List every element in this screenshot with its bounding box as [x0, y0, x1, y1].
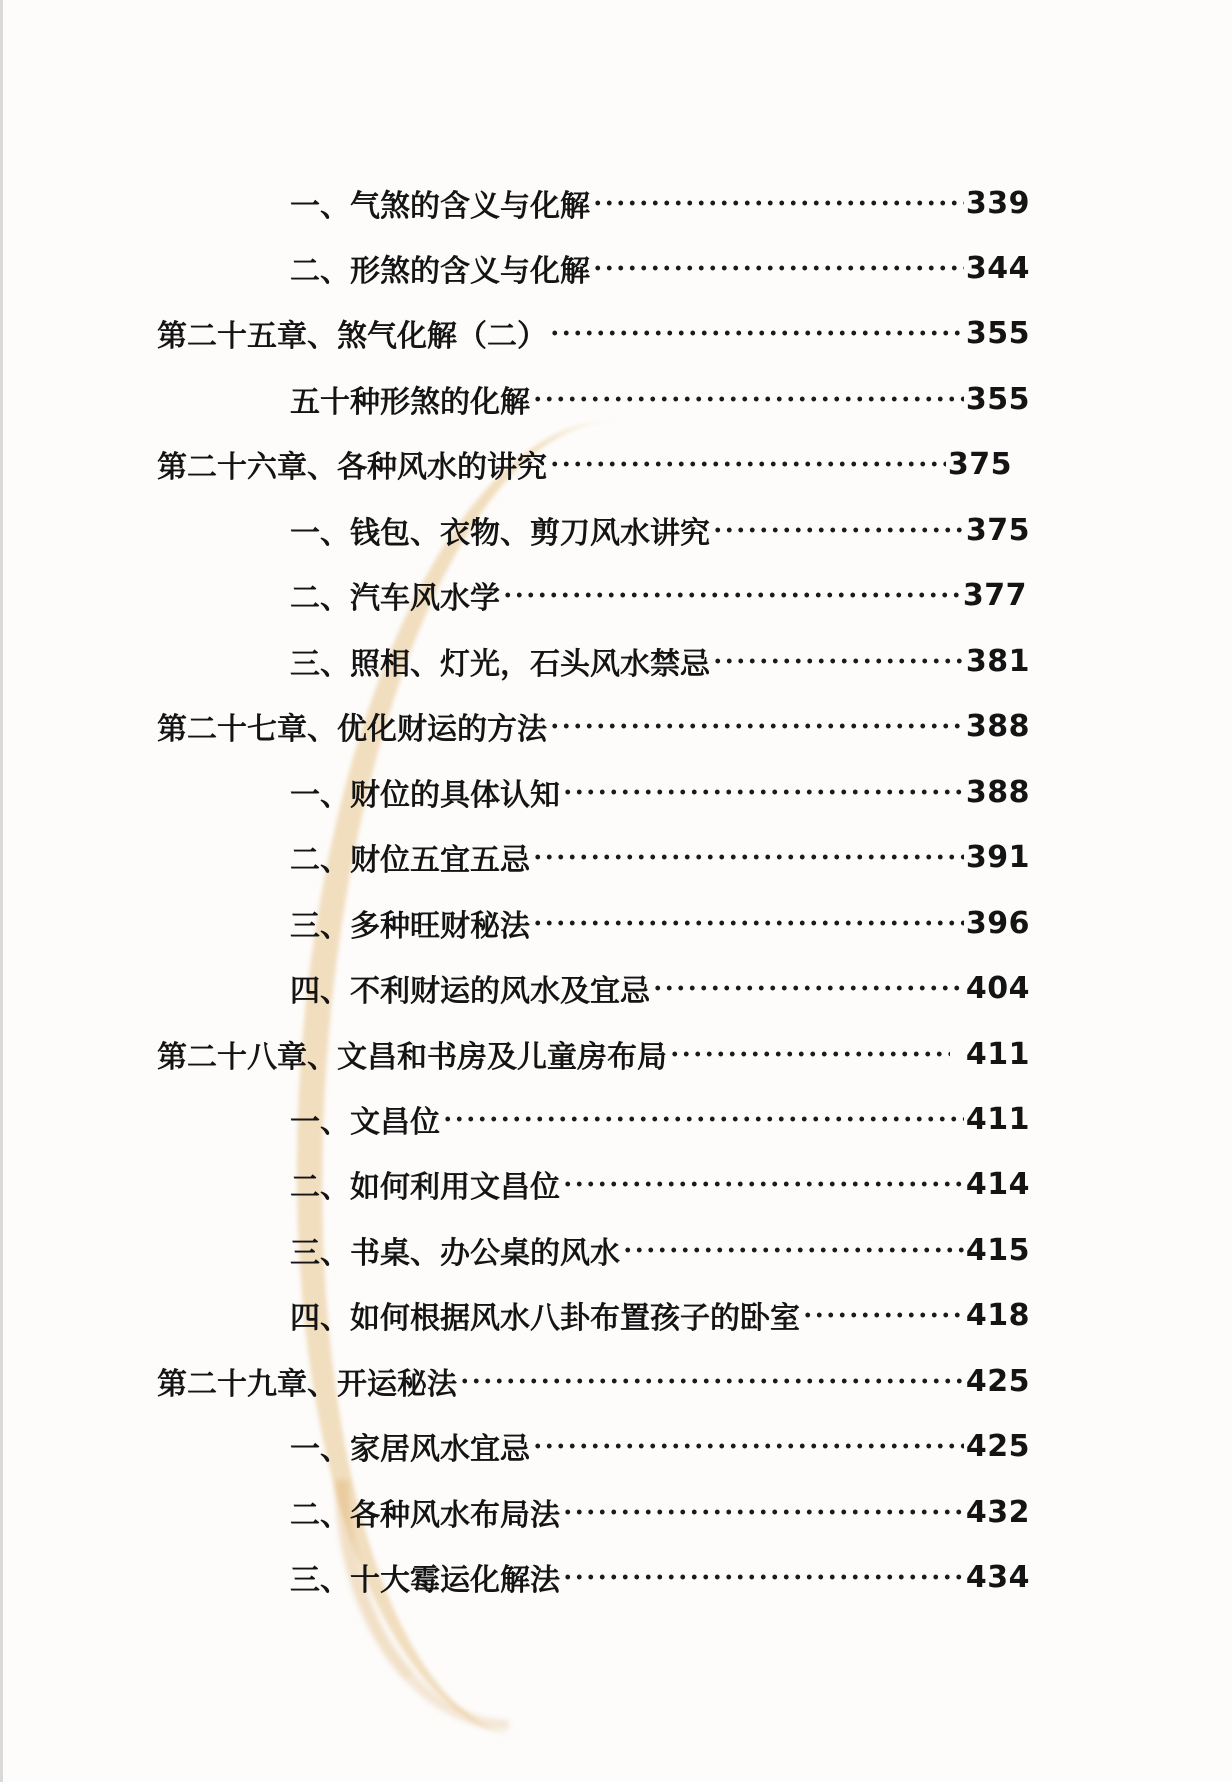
toc-entry — [290, 1295, 1030, 1335]
toc-entry — [290, 1492, 1030, 1532]
toc-entry-title: 三、十大霉运化解法 — [290, 1563, 560, 1598]
toc-chapter — [157, 444, 1012, 484]
dot-leader — [592, 183, 964, 223]
dot-leader — [562, 772, 964, 812]
toc-entry-page: 396 — [965, 905, 1030, 941]
toc-entry-title: 一、财位的具体认知 — [290, 778, 560, 813]
dot-leader — [502, 575, 961, 615]
toc-entry — [290, 1557, 1030, 1597]
page-edge — [0, 0, 3, 1782]
toc-chapter — [157, 1361, 1030, 1401]
toc-entry — [290, 510, 1030, 550]
toc-entry-title: 二、形煞的含义与化解 — [290, 254, 590, 289]
toc-entry-page: 432 — [965, 1494, 1030, 1530]
toc-entry-page: 414 — [965, 1166, 1030, 1202]
toc-entry-page: 355 — [965, 381, 1030, 417]
toc-entry-page: 375 — [965, 512, 1030, 548]
toc-entry-page: 425 — [965, 1363, 1030, 1399]
toc-entry — [290, 248, 1030, 288]
toc-entry-title: 一、气煞的含义与化解 — [290, 189, 590, 224]
toc-entry-page: 391 — [965, 839, 1030, 875]
toc-entry-title: 一、文昌位 — [290, 1105, 440, 1140]
toc-entry-title: 五十种形煞的化解 — [290, 385, 530, 420]
toc-entry-title: 三、照相、灯光，石头风水禁忌 — [290, 647, 710, 682]
toc-entry-page: 404 — [965, 970, 1030, 1006]
toc-entry-title: 第二十八章、文昌和书房及儿童房布局 — [157, 1040, 667, 1075]
dot-leader — [622, 1230, 964, 1270]
toc-entry-title: 第二十九章、开运秘法 — [157, 1367, 457, 1402]
toc-chapter — [157, 313, 1030, 353]
toc-entry-page: 418 — [965, 1297, 1030, 1333]
dot-leader — [532, 379, 964, 419]
toc-entry — [290, 183, 1030, 223]
toc-entry-title: 三、书桌、办公桌的风水 — [290, 1236, 620, 1271]
toc-entry-title: 二、财位五宜五忌 — [290, 843, 530, 878]
toc-entry — [290, 903, 1030, 943]
toc-entry-page: 411 — [965, 1036, 1030, 1072]
toc-entry-title: 第二十七章、优化财运的方法 — [157, 712, 547, 747]
toc-entry — [290, 968, 1030, 1008]
dot-leader — [549, 313, 964, 353]
dot-leader — [532, 837, 964, 877]
toc-entry-title: 一、钱包、衣物、剪刀风水讲究 — [290, 516, 710, 551]
toc-entry-page: 355 — [965, 315, 1030, 351]
toc-entry-title: 二、如何利用文昌位 — [290, 1170, 560, 1205]
toc-entry — [290, 1230, 1030, 1270]
toc-entry — [290, 1099, 1030, 1139]
toc-entry-title: 第二十五章、煞气化解（二） — [157, 319, 547, 354]
toc-entry — [290, 641, 1030, 681]
toc-entry-title: 四、不利财运的风水及宜忌 — [290, 974, 650, 1009]
dot-leader — [652, 968, 964, 1008]
dot-leader — [562, 1557, 964, 1597]
toc-entry-title: 一、家居风水宜忌 — [290, 1432, 530, 1467]
toc-entry-page: 388 — [965, 708, 1030, 744]
toc-entry — [290, 1426, 1030, 1466]
toc-entry-page: 377 — [962, 577, 1027, 613]
dot-leader — [669, 1034, 950, 1074]
toc-entry — [290, 837, 1030, 877]
toc-entry-title: 三、多种旺财秘法 — [290, 909, 530, 944]
dot-leader — [712, 641, 964, 681]
toc-entry-page: 388 — [965, 774, 1030, 810]
dot-leader — [592, 248, 964, 288]
dot-leader — [549, 706, 964, 746]
dot-leader — [562, 1164, 964, 1204]
toc-entry — [290, 772, 1030, 812]
toc-entry-title: 二、汽车风水学 — [290, 581, 500, 616]
toc-entry — [290, 1164, 1030, 1204]
toc-entry-page: 344 — [965, 250, 1030, 286]
toc-entry-page: 339 — [965, 185, 1030, 221]
dot-leader — [562, 1492, 964, 1532]
dot-leader — [442, 1099, 964, 1139]
dot-leader — [532, 903, 964, 943]
toc-entry-title: 第二十六章、各种风水的讲究 — [157, 450, 547, 485]
toc-entry — [290, 379, 1030, 419]
toc-entry-page: 425 — [965, 1428, 1030, 1464]
toc-chapter — [157, 706, 1030, 746]
toc-entry-title: 二、各种风水布局法 — [290, 1498, 560, 1533]
toc-entry-page: 375 — [947, 446, 1012, 482]
dot-leader — [532, 1426, 964, 1466]
toc-chapter — [157, 1034, 1030, 1074]
toc-entry-page: 434 — [965, 1559, 1030, 1595]
toc-entry-page: 411 — [965, 1101, 1030, 1137]
dot-leader — [459, 1361, 964, 1401]
toc-entry-page: 415 — [965, 1232, 1030, 1268]
toc-entry-title: 四、如何根据风水八卦布置孩子的卧室 — [290, 1301, 800, 1336]
toc-entry-page: 381 — [965, 643, 1030, 679]
toc-entry — [290, 575, 1027, 615]
dot-leader — [802, 1295, 964, 1335]
dot-leader — [549, 444, 946, 484]
dot-leader — [712, 510, 964, 550]
